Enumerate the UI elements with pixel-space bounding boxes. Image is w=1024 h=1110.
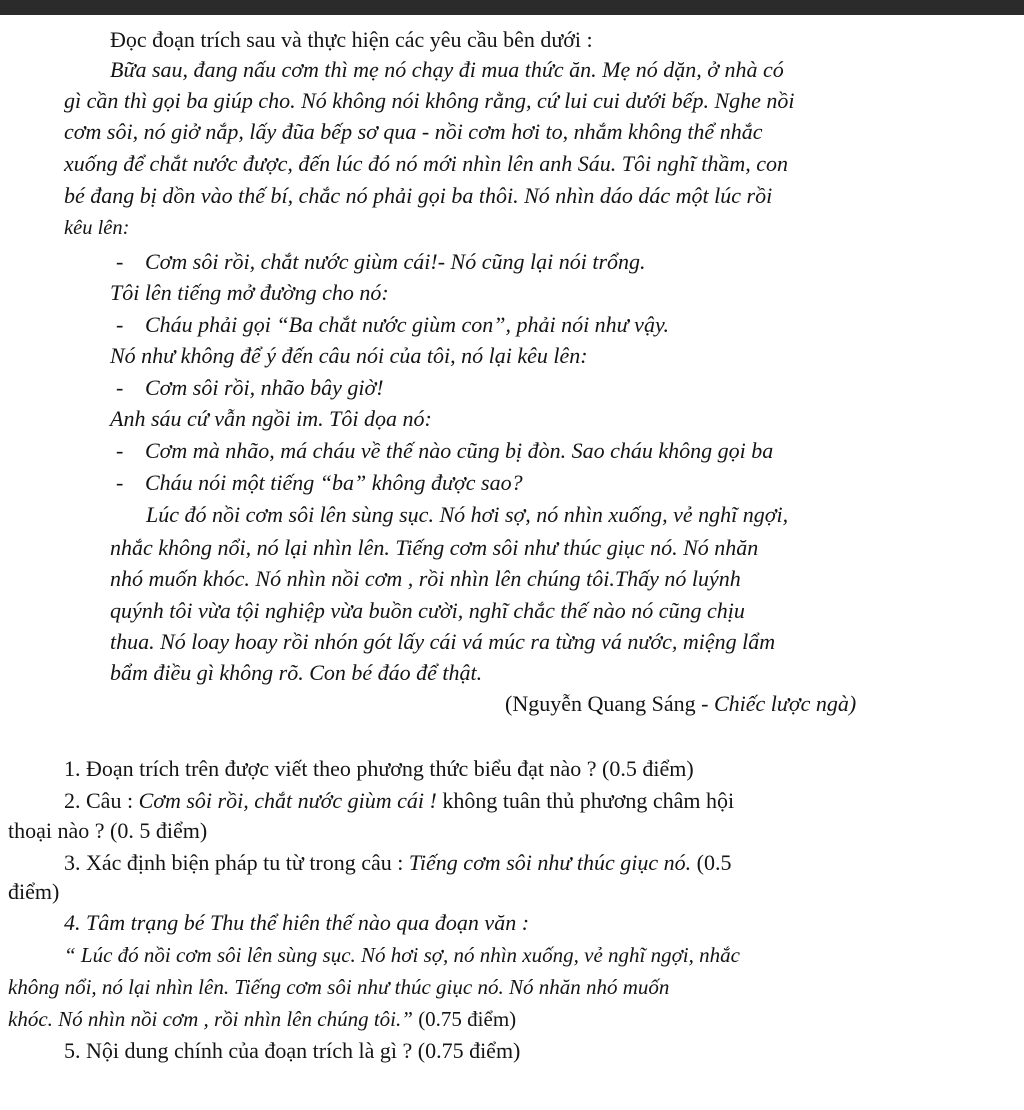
passage-line: nhắc không nổi, nó lại nhìn lên. Tiếng cơm sôi như thúc giục nó. Nó nhăn	[110, 535, 759, 560]
passage-line: bé đang bị dồn vào thế bí, chắc nó phải gọi ba thôi. Nó nhìn dáo dác một lúc rồi	[64, 183, 773, 208]
dialogue-line: Cháu nói một tiếng “ba” không được sao?	[145, 470, 523, 495]
instruction: Đọc đoạn trích sau và thực hiện các yêu cầu bên dưới :	[110, 27, 593, 52]
question-3	[64, 849, 731, 877]
question-3-prefix: 3. Xác định biện pháp tu từ trong câu :	[64, 850, 409, 875]
question-1: 1. Đoạn trích trên được viết theo phương thức biểu đạt nào ? (0.5 điểm)	[64, 756, 694, 781]
passage-line: Lúc đó nồi cơm sôi lên sùng sục. Nó hơi sợ, nó nhìn xuống, vẻ nghĩ ngợi,	[146, 502, 789, 527]
dialogue-dash: -	[116, 375, 124, 400]
citation-work: Chiếc lược ngà)	[713, 691, 857, 716]
dialogue-line: Anh sáu cứ vẫn ngồi im. Tôi dọa nó:	[110, 406, 432, 431]
passage-line: Bữa sau, đang nấu cơm thì mẹ nó chạy đi mua thức ăn. Mẹ nó dặn, ở nhà có	[110, 57, 784, 82]
question-4-quote-line: không nổi, nó lại nhìn lên. Tiếng cơm sôi như thúc giục nó. Nó nhăn nhó muốn	[8, 975, 670, 999]
dialogue-line: Tôi lên tiếng mở đường cho nó:	[110, 280, 389, 305]
question-4-quote-line: “ Lúc đó nồi cơm sôi lên sùng sục. Nó hơi sợ, nó nhìn xuống, vẻ nghĩ ngợi, nhắc	[64, 943, 740, 967]
question-5: 5. Nội dung chính của đoạn trích là gì ? (0.75 điểm)	[64, 1038, 521, 1063]
citation-author: (Nguyễn Quang Sáng -	[505, 691, 714, 716]
question-2-suffix: không tuân thủ phương châm hội	[436, 788, 735, 813]
passage-line: kêu lên:	[64, 217, 130, 239]
passage-line: xuống để chắt nước được, đến lúc đó nó mới nhìn lên anh Sáu. Tôi nghĩ thầm, con	[64, 151, 789, 176]
dialogue-line: Cơm mà nhão, má cháu về thế nào cũng bị đòn. Sao cháu không gọi ba	[145, 438, 774, 463]
dialogue-dash: -	[116, 312, 124, 337]
question-2-line-2: thoại nào ? (0. 5 điểm)	[8, 818, 208, 843]
question-4: 4. Tâm trạng bé Thu thể hiên thế nào qua đoạn văn :	[64, 910, 530, 935]
dialogue-line: Nó như không để ý đến câu nói của tôi, nó lại kêu lên:	[110, 343, 588, 368]
dialogue-dash: -	[116, 470, 124, 495]
page-right-margin	[998, 15, 1024, 1110]
passage-line: thua. Nó loay hoay rồi nhón gót lấy cái vá múc ra từng vá nước, miệng lẩm	[110, 629, 776, 654]
dialogue-dash: -	[116, 249, 124, 274]
passage-line: quýnh tôi vừa tội nghiệp vừa buồn cười, nghĩ chắc thế nào nó cũng chịu	[110, 598, 745, 623]
passage-line: cơm sôi, nó giở nắp, lấy đũa bếp sơ qua - nồi cơm hơi to, nhắm không thể nhắc	[64, 119, 763, 144]
dialogue-line: Cơm sôi rồi, chắt nước giùm cái!- Nó cũng lại nói trổng.	[145, 249, 646, 274]
question-3-line-2: điểm)	[8, 879, 60, 904]
dialogue-dash: -	[116, 438, 124, 463]
passage-line: gì cần thì gọi ba giúp cho. Nó không nói không rằng, cứ lui cui dưới bếp. Nghe nồi	[64, 88, 795, 113]
question-2	[64, 787, 734, 815]
passage-line: bẩm điều gì không rõ. Con bé đáo để thật.	[110, 660, 483, 685]
question-4-quote-line	[8, 1005, 516, 1033]
question-4-score: (0.75 điểm)	[412, 1007, 517, 1031]
question-3-suffix: (0.5	[691, 850, 732, 875]
citation	[505, 690, 856, 718]
question-2-quote: Cơm sôi rồi, chắt nước giùm cái !	[138, 788, 437, 813]
question-2-prefix: 2. Câu :	[64, 788, 139, 813]
passage-line: nhó muốn khóc. Nó nhìn nồi cơm , rồi nhìn lên chúng tôi.Thấy nó luýnh	[110, 566, 741, 591]
dialogue-line: Cơm sôi rồi, nhão bây giờ!	[145, 375, 384, 400]
question-4-quote-end: khóc. Nó nhìn nồi cơm , rồi nhìn lên chúng tôi.”	[8, 1007, 413, 1031]
question-3-quote: Tiếng cơm sôi như thúc giục nó.	[408, 850, 692, 875]
dialogue-line: Cháu phải gọi “Ba chắt nước giùm con”, phải nói như vậy.	[145, 312, 669, 337]
